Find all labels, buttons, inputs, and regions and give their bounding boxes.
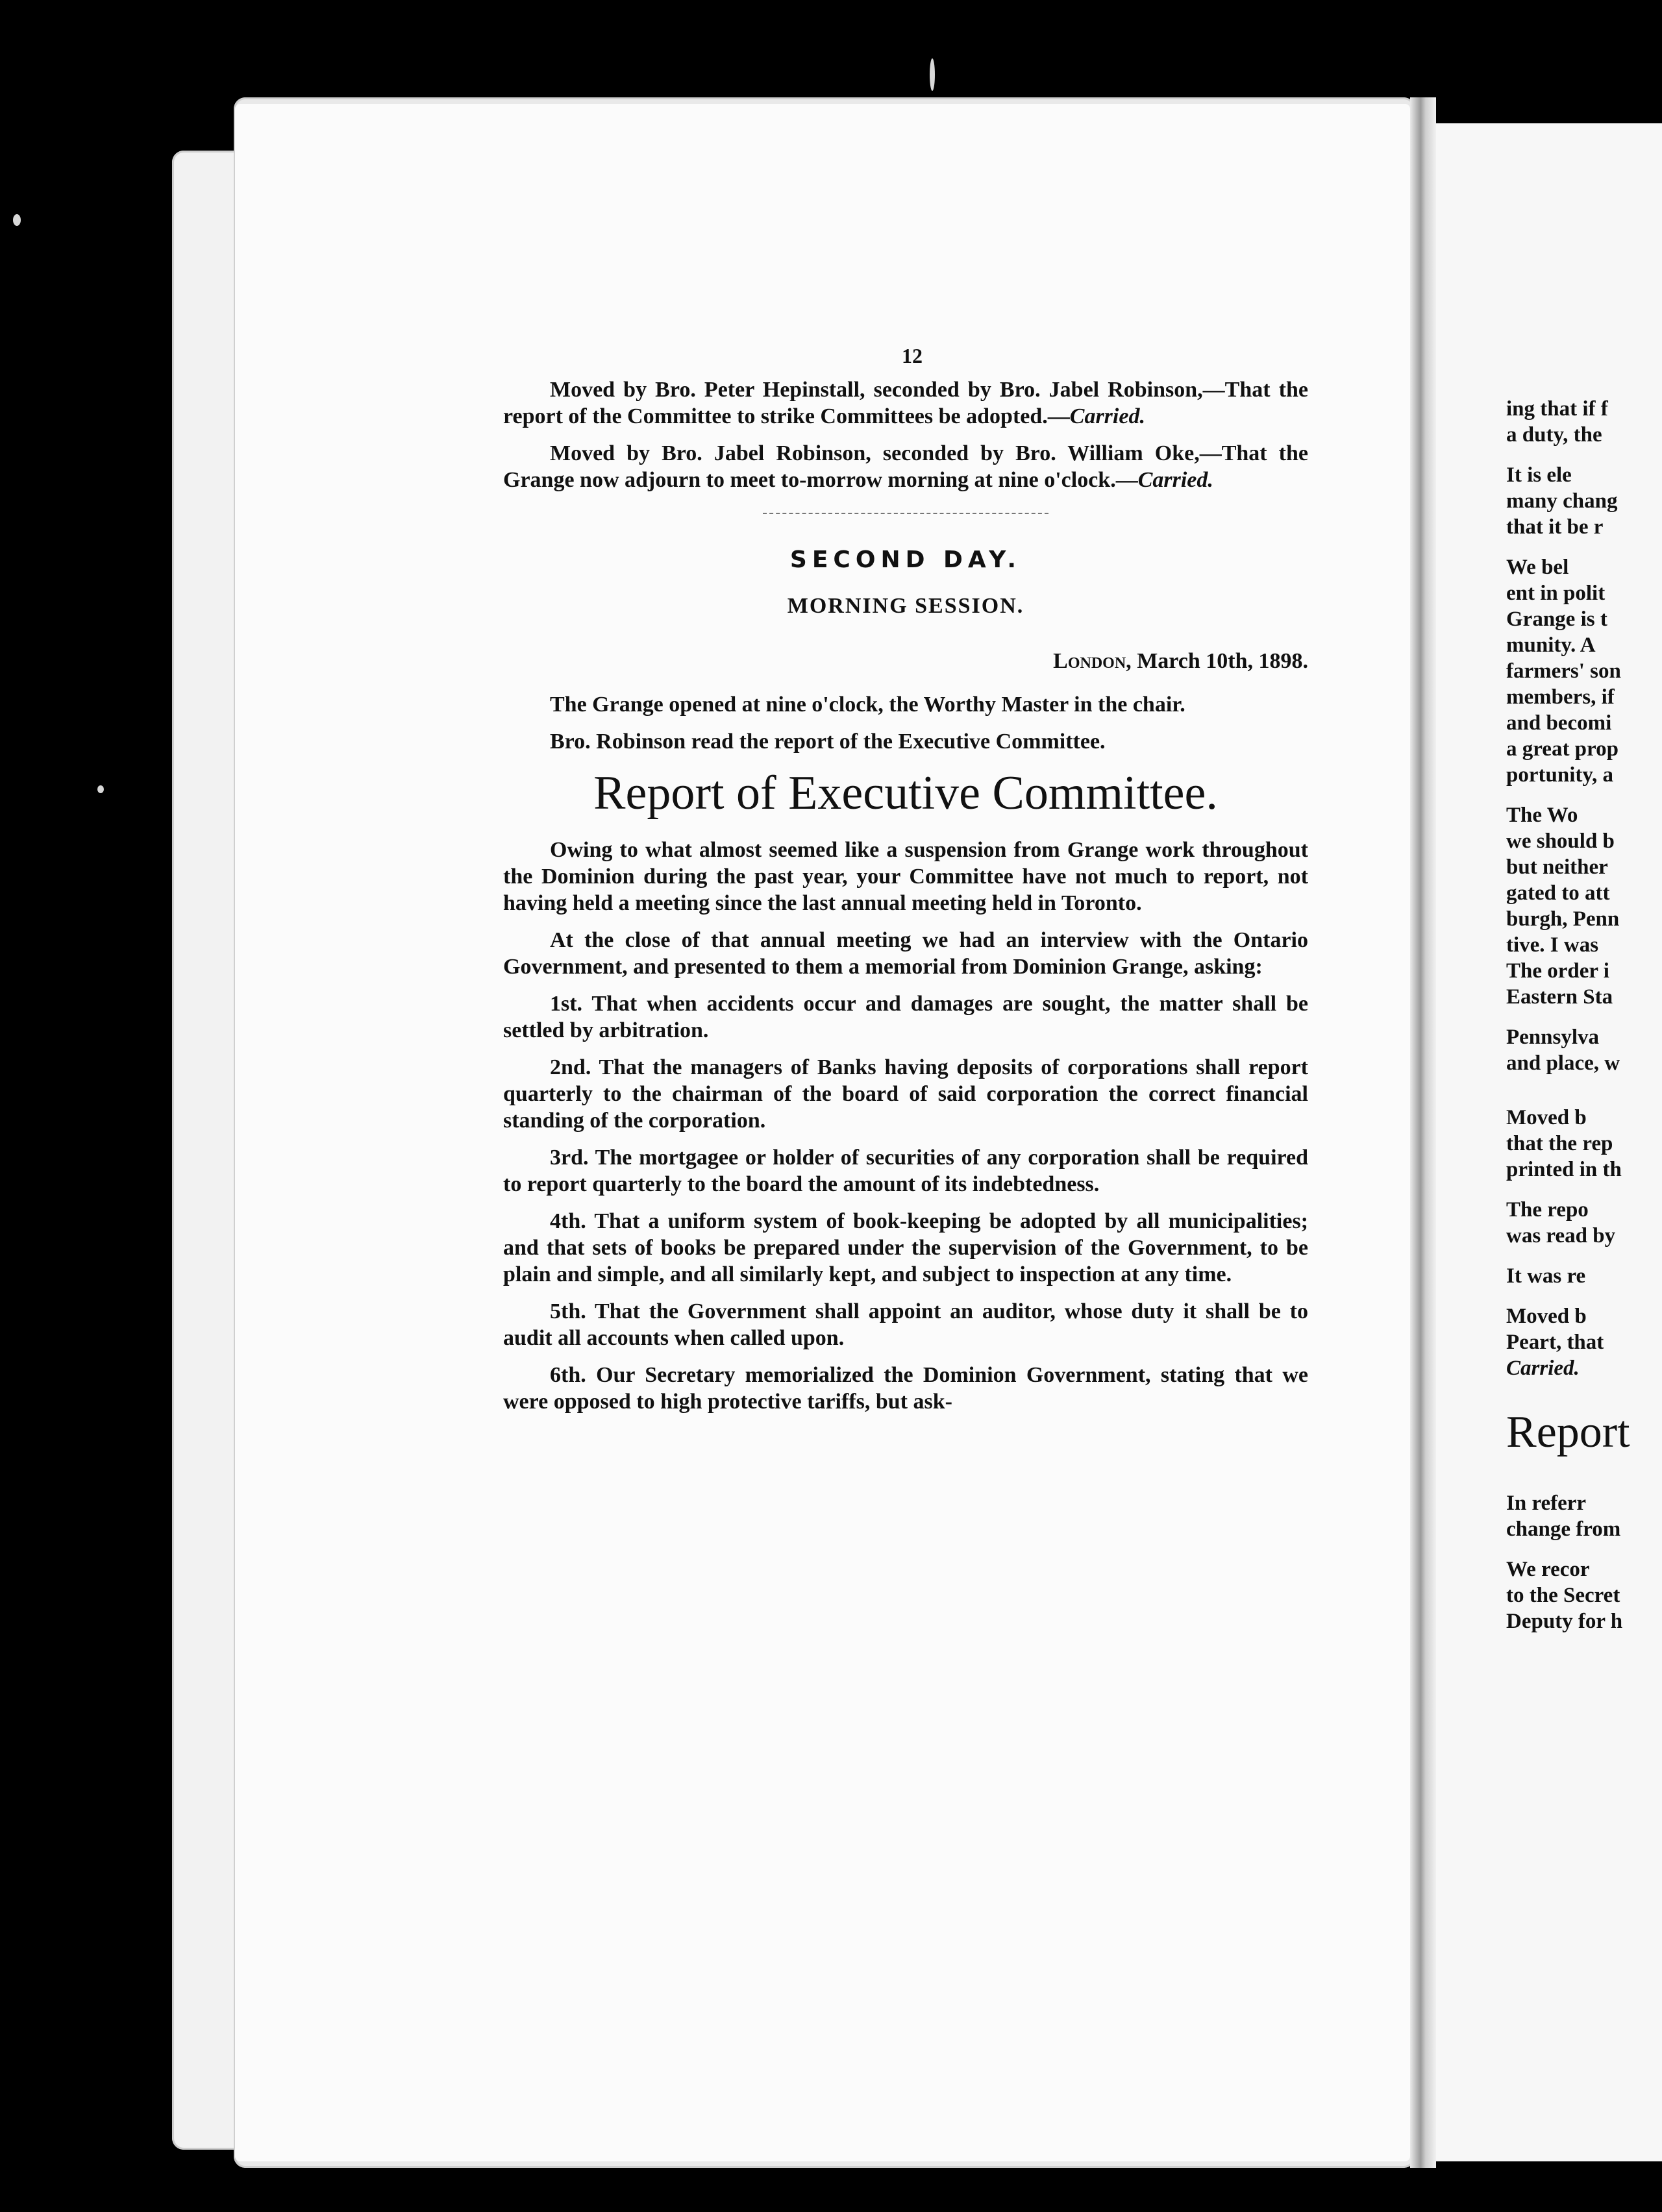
motion-text: Moved by Bro. Peter Hepinstall, seconded by Bro. Jabel Robinson,—That the report of the Committee to strike Committees be adopted.— xyxy=(503,378,1308,428)
right-page-line: was read by xyxy=(1506,1224,1616,1247)
right-page-line: Report xyxy=(1506,1407,1630,1457)
right-page-line: a duty, the xyxy=(1506,423,1602,447)
right-page-line: Grange is t xyxy=(1506,608,1607,631)
report-item: 1st. That when accidents occur and damages are sought, the matter shall be settled by arbitration. xyxy=(503,992,1308,1042)
dust-speck xyxy=(930,58,935,91)
right-page-line: printed in th xyxy=(1506,1158,1622,1181)
right-page-line: and becomi xyxy=(1506,711,1612,735)
report-item: 5th. That the Government shall appoint an auditor, whose duty it shall be to audit all accounts when called upon. xyxy=(503,1299,1308,1350)
right-page-text-fragments xyxy=(1506,396,1662,1634)
right-page-line: that the rep xyxy=(1506,1132,1613,1155)
motion-result: Carried. xyxy=(1137,468,1213,492)
right-page-line: In referr xyxy=(1506,1492,1587,1515)
report-item: 6th. Our Secretary memorialized the Dominion Government, stating that we were opposed to high protective tariffs, but ask- xyxy=(503,1363,1308,1414)
line-gap xyxy=(1506,1476,1662,1490)
day-heading: SECOND DAY. xyxy=(789,547,1022,573)
right-page-line: many chang xyxy=(1506,489,1618,513)
right-page-line: Eastern Sta xyxy=(1506,985,1613,1009)
page-number: 12 xyxy=(902,344,923,367)
right-page-line: munity. A xyxy=(1506,633,1596,657)
line-gap xyxy=(1506,1183,1662,1197)
report-item: 3rd. The mortgagee or holder of securities of any corporation shall be required to report quarterly to the board the amount of its indebtedness. xyxy=(503,1146,1308,1196)
right-page-line: The repo xyxy=(1506,1198,1589,1222)
session-heading: MORNING SESSION. xyxy=(787,594,1024,618)
line-gap xyxy=(1506,1542,1662,1556)
line-gap xyxy=(1506,1289,1662,1303)
opening-paragraph: The Grange opened at nine o'clock, the Worthy Master in the chair. xyxy=(550,693,1185,717)
right-page-line: Deputy for h xyxy=(1506,1610,1623,1633)
line-gap xyxy=(1506,448,1662,462)
right-page-line: tive. I was xyxy=(1506,933,1599,957)
right-page-line: Moved b xyxy=(1506,1106,1587,1129)
right-page-line: ent in polit xyxy=(1506,582,1606,605)
dateline-place: London, xyxy=(1053,649,1132,673)
dust-speck xyxy=(97,785,104,793)
right-page-line: It was re xyxy=(1506,1264,1586,1288)
right-page-line: and place, w xyxy=(1506,1051,1620,1075)
right-page-line: members, if xyxy=(1506,685,1615,709)
right-page-line: The order i xyxy=(1506,959,1609,983)
right-page-line: We bel xyxy=(1506,556,1569,579)
line-gap xyxy=(1506,788,1662,802)
right-page-line: change from xyxy=(1506,1518,1621,1541)
right-page-line: Carried. xyxy=(1506,1357,1580,1380)
right-page-line: a great prop xyxy=(1506,737,1619,761)
dateline-date: March 10th, 1898. xyxy=(1137,649,1308,673)
opening-paragraph: Bro. Robinson read the report of the Executive Committee. xyxy=(550,730,1106,754)
right-page-line: we should b xyxy=(1506,830,1615,853)
right-page-line: The Wo xyxy=(1506,804,1578,827)
line-gap xyxy=(1506,1090,1662,1105)
right-page-line: Peart, that xyxy=(1506,1331,1604,1354)
section-divider xyxy=(763,513,1048,514)
right-page-line: farmers' son xyxy=(1506,659,1621,683)
book-gutter xyxy=(1410,97,1436,2168)
line-gap xyxy=(1506,1010,1662,1024)
report-item: 4th. That a uniform system of book-keeping be adopted by all municipalities; and that sets of books be prepared under the supervision of the Government, to be plain and simple, and all similarly kept, and subject to inspection at any time. xyxy=(503,1209,1308,1286)
right-page-line: that it be r xyxy=(1506,515,1604,539)
right-page-line: portunity, a xyxy=(1506,763,1614,787)
left-page-text-column xyxy=(503,376,1308,1425)
motion-result: Carried. xyxy=(1069,404,1145,428)
line-gap xyxy=(1506,1381,1662,1395)
line-gap xyxy=(1506,540,1662,554)
motion-paragraph xyxy=(503,440,1308,493)
motion-paragraph xyxy=(503,376,1308,430)
line-gap xyxy=(1506,1076,1662,1090)
report-item: 2nd. That the managers of Banks having deposits of corporations shall report quarterly to the chairman of the board of said corporation the correct financial standing of the corporation. xyxy=(503,1055,1308,1133)
right-page-line: It is ele xyxy=(1506,463,1572,487)
right-page-line: ing that if f xyxy=(1506,397,1608,421)
report-paragraph: Owing to what almost seemed like a suspension from Grange work throughout the Dominion during the past year, your Committee have not much to report, not having held a meeting since the last annual meeting held in Toronto. xyxy=(503,838,1308,915)
report-paragraph: At the close of that annual meeting we had an interview with the Ontario Government, and presented to them a memorial from Dominion Grange, asking: xyxy=(503,928,1308,979)
motion-text: Moved by Bro. Jabel Robinson, seconded by Bro. William Oke,—That the Grange now adjourn to meet to-morrow morning at nine o'clock.— xyxy=(503,441,1308,492)
right-page-line: Pennsylva xyxy=(1506,1026,1600,1049)
right-page-line: but neither xyxy=(1506,855,1608,879)
right-page-line: Moved b xyxy=(1506,1305,1587,1328)
report-title: Report of Executive Committee. xyxy=(593,767,1218,820)
line-gap xyxy=(1506,1249,1662,1263)
right-page-line: gated to att xyxy=(1506,881,1610,905)
right-page-line: burgh, Penn xyxy=(1506,907,1620,931)
dateline xyxy=(503,648,1308,674)
right-page-line: to the Secret xyxy=(1506,1584,1620,1607)
right-page-line: We recor xyxy=(1506,1558,1590,1581)
dust-speck xyxy=(13,214,21,226)
